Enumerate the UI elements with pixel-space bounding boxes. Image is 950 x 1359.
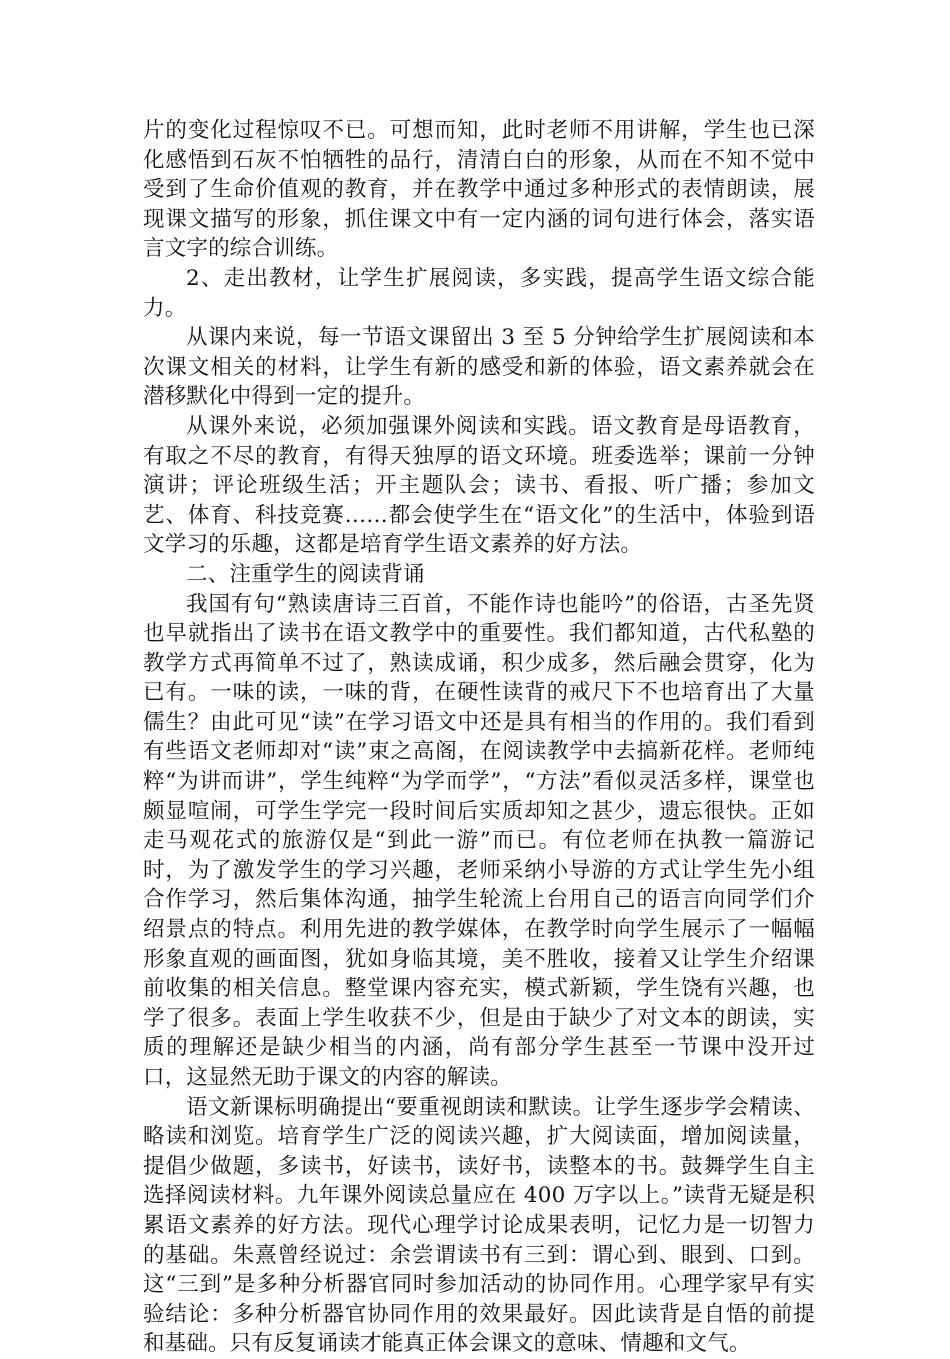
paragraph-curriculum-standard: 语文新课标明确提出“要重视朗读和默读。让学生逐步学会精读、略读和浏览。培育学生广泛的阅读兴趣，扩大阅读面，增加阅读量，提倡少做题，多读书，好读书，读好书，读整本的书。鼓舞学生自主选择阅读材料。九年课外阅读总量应在 400 万字以上。”读背无疑是积累语文素养的好方法。现代心理学讨论成果表明，记忆力是一切智力的基础。朱熹曾经说过：余尝谓读书有三到：谓心到、眼到、口到。这“三到”是多种分析器官同时参加活动的协同作用。心理学家早有实验结论：多种分析器官协同作用的效果最好。因此读背是自悟的前提和基础。只有反复诵读才能真正体会课文的意味、情趣和文气。	[143, 1094, 815, 1357]
paragraph-in-class-reading: 从课内来说，每一节语文课留出 3 至 5 分钟给学生扩展阅读和本次课文相关的材料，让学生有新的感受和新的体验，语文素养就会在潜移默化中得到一定的提升。	[143, 325, 815, 410]
section-heading-reading-recitation: 二、注重学生的阅读背诵	[186, 561, 425, 587]
paragraph-reading-importance: 我国有句“熟读唐诗三百首，不能作诗也能吟”的俗语，古圣先贤也早就指出了读书在语文教学中的重要性。我们都知道，古代私塾的教学方式再简单不过了，熟读成诵，积少成多，然后融会贯穿，化为已有。一味的读，一味的背，在硬性读背的戒尺下不也培育出了大量儒生？由此可见“读”在学习语文中还是具有相当的作用的。我们看到有些语文老师却对“读”束之高阁，在阅读教学中去搞新花样。老师纯粹“为讲而讲”，学生纯粹“为学而学”，“方法”看似灵活多样，课堂也颇显喧闹，可学生学完一段时间后实质却知之甚少，遗忘很快。正如走马观花式的旅游仅是“到此一游”而已。有位老师在执教一篇游记时，为了激发学生的学习兴趣，老师采纳小导游的方式让学生先小组合作学习，然后集体沟通，抽学生轮流上台用自己的语言向同学们介绍景点的特点。利用先进的教学媒体，在教学时向学生展示了一幅幅形象直观的画面图，犹如身临其境，美不胜收，接着又让学生介绍课前收集的相关信息。整堂课内容充实，模式新颖，学生饶有兴趣，也学了很多。表面上学生收获不少，但是由于缺少了对文本的朗读，实质的理解还是缺少相当的内涵，尚有部分学生甚至一节课中没开过口，这显然无助于课文的内容的解读。	[143, 591, 815, 1090]
paragraph-after-class-reading: 从课外来说，必须加强课外阅读和实践。语文教育是母语教育，有取之不尽的教育，有得天独厚的语文环境。班委选举；课前一分钟演讲；评论班级生活；开主题队会；读书、看报、听广播；参加文艺、体育、科技竞赛……都会使学生在“语文化”的生活中，体验到语文学习的乐趣，这都是培育学生语文素养的好方法。	[143, 413, 815, 558]
document-body	[143, 116, 815, 1359]
paragraph-continuation: 片的变化过程惊叹不已。可想而知，此时老师不用讲解，学生也已深化感悟到石灰不怕牺牲的品行，清清白白的形象，从而在不知不觉中受到了生命价值观的教育，并在教学中通过多种形式的表情朗读，展现课文描写的形象，抓住课文中有一定内涵的词句进行体会，落实语言文字的综合训练。	[143, 118, 815, 262]
section-heading-extended-reading: 2、走出教材，让学生扩展阅读，多实践，提高学生语文综合能力。	[143, 265, 815, 321]
